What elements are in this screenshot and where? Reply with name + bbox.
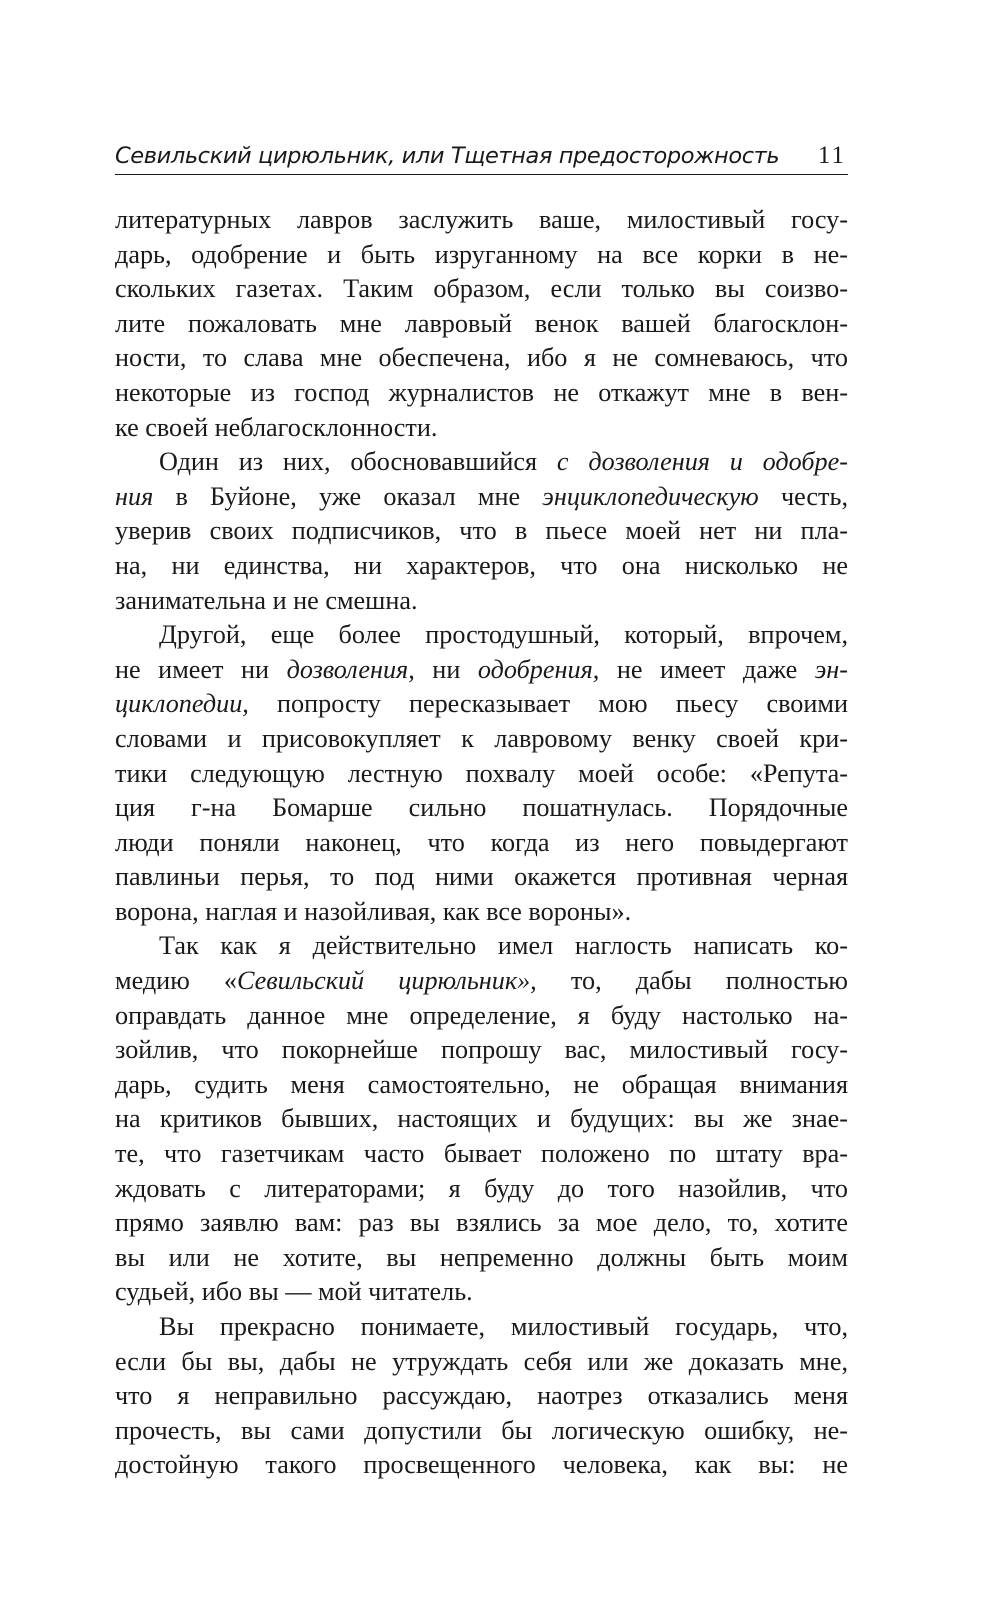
text-run: попросту пересказывает мою пьесу своими — [248, 689, 848, 719]
text-line — [115, 653, 848, 688]
running-title: Севильский цирюльник, или Тщетная предосторожность — [115, 143, 780, 169]
italic-text: дозволения, — [286, 654, 415, 684]
text-run: честь, — [758, 481, 848, 511]
text-line: Вы прекрасно понимаете, милостивый государь, что, — [159, 1312, 848, 1341]
page-number: 11 — [817, 142, 846, 169]
text-run: то, дабы полностью — [536, 966, 848, 996]
text-line: те, что газетчикам часто бывает положено по штату вра- — [115, 1139, 848, 1169]
text-line: если бы вы, дабы не утруждать себя или же доказать мне, — [115, 1346, 848, 1376]
text-line: дарь, судить меня самостоятельно, не обращая внимания — [115, 1069, 848, 1099]
text-line: некоторые из господ журналистов не откажут мне в вен- — [115, 377, 848, 407]
text-line: прочесть, вы сами допустили бы логическую ошибку, не- — [115, 1415, 848, 1445]
text-line: оправдать данное мне определение, я буду настолько на- — [115, 1000, 848, 1030]
italic-text: одобрения, — [477, 654, 600, 684]
text-line: скольких газетах. Таким образом, если только вы соизво- — [115, 274, 848, 304]
text-line: павлиньи перья, то под ними окажется противная черная — [115, 862, 848, 892]
text-run: не имеет ни — [115, 654, 287, 684]
text-line: ности, то слава мне обеспечена, ибо я не сомневаюсь, что — [115, 343, 848, 373]
italic-text: ния — [115, 481, 154, 511]
text-line: ждовать с литераторами; я буду до того назойлив, что — [115, 1173, 848, 1203]
italic-text: энциклопедическую — [542, 481, 759, 511]
text-line: тики следующую лестную похвалу моей особе: «Репута- — [115, 758, 848, 788]
text-line: люди поняли наконец, что когда из него повыдергают — [115, 827, 848, 857]
text-line: зойлив, что покорнейше попрошу вас, милостивый госу- — [115, 1035, 848, 1065]
text-line: лите пожаловать мне лавровый венок вашей благосклон- — [115, 308, 848, 338]
text-line: судьей, ибо вы — мой читатель. — [115, 1277, 473, 1307]
text-run: не имеет даже — [599, 654, 815, 684]
text-line: на, ни единства, ни характеров, что она нисколько не — [115, 550, 848, 580]
italic-text: циклопедии, — [115, 689, 249, 719]
text-line: уверив своих подписчиков, что в пьесе моей нет ни пла- — [115, 516, 848, 546]
body-text — [115, 203, 848, 1483]
running-header — [115, 138, 848, 175]
text-line: Другой, еще более простодушный, который, впрочем, — [159, 620, 848, 650]
text-line: что я неправильно рассуждаю, наотрез отказались меня — [115, 1381, 848, 1411]
text-line: занимательна и не смешна. — [115, 585, 418, 615]
text-line: ворона, наглая и назойливая, как все вороны». — [115, 896, 632, 926]
text-line — [115, 964, 848, 999]
text-line — [115, 480, 848, 515]
text-line: словами и присовокупляет к лавровому венку своей кри- — [115, 723, 848, 753]
text-line: Так как я действительно имел наглость написать ко- — [159, 931, 848, 961]
text-line: вы или не хотите, вы непременно должны быть моим — [115, 1242, 848, 1272]
italic-text: эн- — [814, 654, 849, 684]
text-line: дарь, одобрение и быть изруганному на все корки в не- — [115, 239, 848, 269]
italic-text: с дозволения и одобре- — [556, 447, 848, 477]
text-line — [115, 445, 848, 480]
text-line: прямо заявлю вам: раз вы взялись за мое дело, то, хотите — [115, 1208, 848, 1238]
text-line: ция г-на Бомарше сильно пошатнулась. Порядочные — [115, 793, 848, 823]
text-line: достойную такого просвещенного человека, как вы: не — [115, 1450, 848, 1480]
text-line: литературных лавров заслужить ваше, милостивый госу- — [115, 205, 848, 234]
text-run: Один из них, обосновавшийся — [159, 447, 557, 477]
text-run: медию « — [115, 966, 238, 996]
text-line — [115, 687, 848, 722]
book-page — [115, 138, 848, 1483]
text-line: на критиков бывших, настоящих и будущих: вы же знае- — [115, 1104, 848, 1134]
italic-text: Севильский цирюльник», — [237, 966, 537, 996]
text-run: в Буйоне, уже оказал мне — [153, 481, 543, 511]
text-line: ке своей неблагосклонности. — [115, 412, 438, 442]
text-run: ни — [414, 654, 478, 684]
